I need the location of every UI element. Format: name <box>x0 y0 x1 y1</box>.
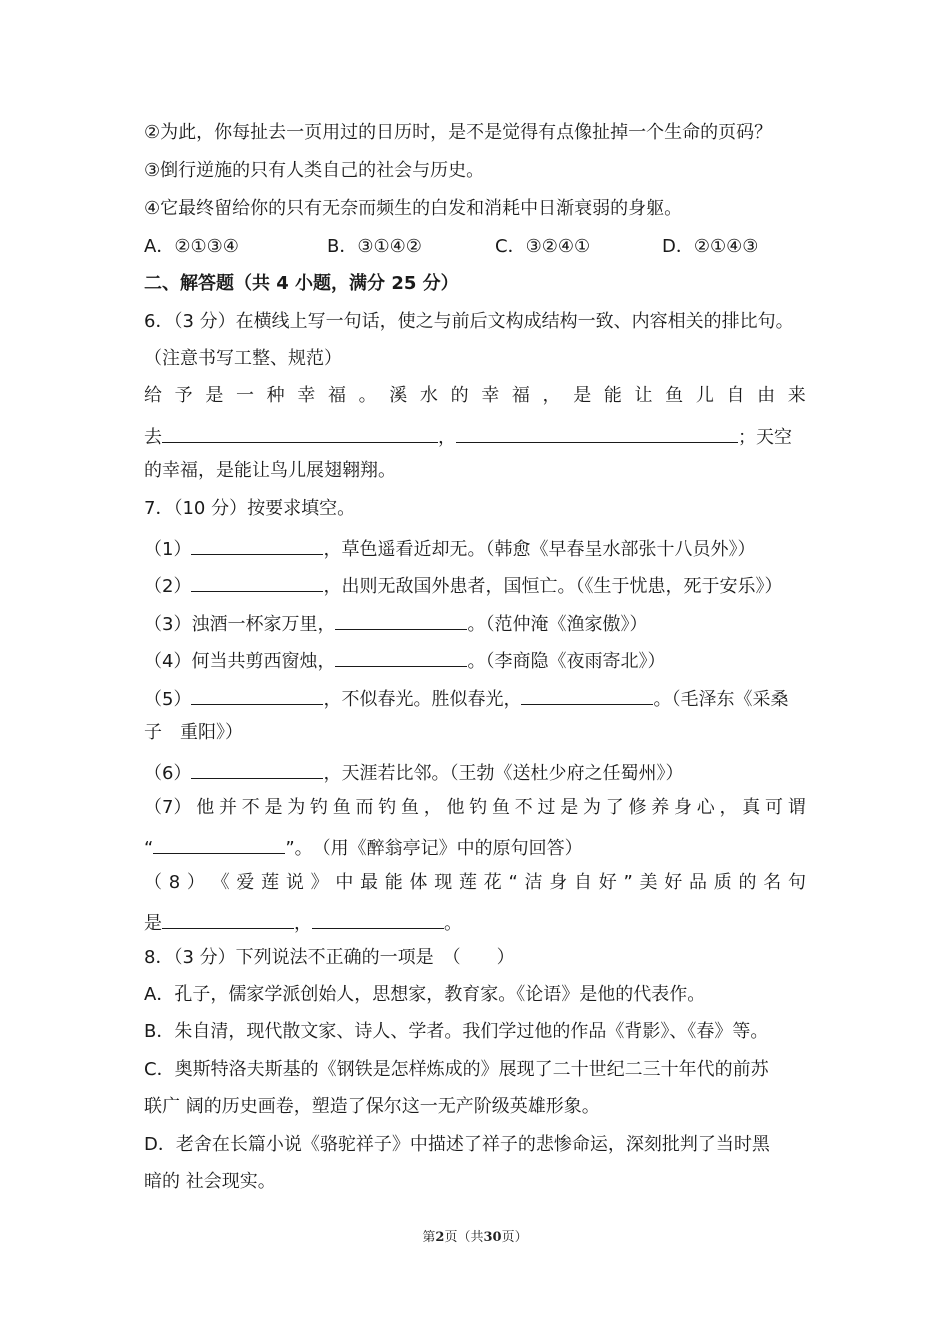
q7-item1-text: ，草色遥看近却无。（韩愈《早春呈水部张十八员外》） <box>323 539 756 560</box>
q6-line2-end: ；天空 <box>738 427 792 448</box>
q7-item5-text: ，不似春光。胜似春光， <box>323 689 522 710</box>
q7-item7-char: 鱼 <box>332 797 351 818</box>
q7-item7-char: 养 <box>651 797 670 818</box>
q6-line1-char: 是 <box>573 385 592 406</box>
q6-line1-char: 福 <box>327 385 346 406</box>
q7-item7-char: 不 <box>514 797 533 818</box>
q7-item7-char: 钓 <box>378 797 397 818</box>
q7-item8-start: 是 <box>144 913 162 934</box>
page-footer <box>0 1226 950 1245</box>
q6-line1-char: 自 <box>726 385 745 406</box>
q8-stem: 8．（3 分）下列说法不正确的一项是 （ ） <box>144 947 515 968</box>
q7-item8-char: 洁 <box>524 872 543 893</box>
q7-item8-mid: ， <box>294 913 312 934</box>
q5-sentence-3: ③倒行逆施的只有人类自己的社会与历史。 <box>144 160 485 181</box>
q7-item8-char: ” <box>623 872 633 893</box>
q6-line-2 <box>144 422 792 448</box>
q7-item7-char: 修 <box>628 797 647 818</box>
q7-item7-char: 谓 <box>787 797 806 818</box>
q6-line-3: 的幸福，是能让鸟儿展翅翱翔。 <box>144 460 396 481</box>
q7-item7-char: 钓 <box>469 797 488 818</box>
q7-item8-char: 质 <box>713 872 732 893</box>
q7-item7-char: 不 <box>241 797 260 818</box>
q5-option-c: C．③②④① <box>495 236 591 257</box>
q7-item7-char: 并 <box>218 797 237 818</box>
answer-blank[interactable] <box>312 908 444 929</box>
q7-item8-end: 。 <box>444 913 462 934</box>
footer-middle: 页（共 <box>444 1230 484 1245</box>
q6-line1-char: 溪 <box>389 385 408 406</box>
q6-line2-mid: ， <box>438 427 456 448</box>
q7-item6-label: （6） <box>144 763 192 784</box>
q7-item7-char: 鱼 <box>491 797 510 818</box>
q6-line1-char: 儿 <box>695 385 714 406</box>
q7-item7-char: 他 <box>446 797 465 818</box>
q7-item7-char: 钓 <box>309 797 328 818</box>
q7-item-8-cont <box>144 908 462 934</box>
q7-item7-char: 为 <box>582 797 601 818</box>
q8-option-a: A．孔子，儒家学派创始人，思想家，教育家。《论语》是他的代表作。 <box>144 984 706 1005</box>
q6-line1-char: 是 <box>205 385 224 406</box>
q6-stem: 6．（3 分）在横线上写一句话，使之与前后文构成结构一致、内容相关的排比句。 <box>144 311 794 332</box>
q6-note: （注意书写工整、规范） <box>144 348 342 369</box>
q7-item2-label: （2） <box>144 576 192 597</box>
q7-item7-close: ”。 （用《醉翁亭记》中的原句回答） <box>285 838 583 859</box>
q6-line1-char: 种 <box>266 385 285 406</box>
q7-item6-text: ，天涯若比邻。（王勃《送杜少府之任蜀州》） <box>323 763 684 784</box>
q7-item8-char: 句 <box>787 872 806 893</box>
q5-sentence-2: ②为此，你每扯去一页用过的日历时，是不是觉得有点像扯掉一个生命的页码？ <box>144 122 773 143</box>
q7-item7-char: 了 <box>605 797 624 818</box>
q7-item7-char: （7） <box>144 797 192 818</box>
answer-blank[interactable] <box>191 571 323 592</box>
q6-line-1 <box>144 384 806 410</box>
q6-line1-char: 由 <box>757 385 776 406</box>
q8-option-c-line2: 联广 阔的历史画卷，塑造了保尔这一无产阶级英雄形象。 <box>144 1096 600 1117</box>
q7-item-3 <box>144 609 647 635</box>
answer-blank[interactable] <box>191 684 323 705</box>
answer-blank[interactable] <box>335 609 467 630</box>
q6-line1-char: 一 <box>235 385 254 406</box>
q7-item2-text: ，出则无敌国外患者，国恒亡。（《生于忧患，死于安乐》） <box>323 576 783 597</box>
q7-item5-label: （5） <box>144 689 192 710</box>
q7-item8-char: 身 <box>549 872 568 893</box>
answer-blank[interactable] <box>162 908 294 929</box>
q7-item7-char: 身 <box>673 797 692 818</box>
q8-option-d-line2: 暗的 社会现实。 <box>144 1171 276 1192</box>
q7-item7-char: 他 <box>196 797 215 818</box>
answer-blank[interactable] <box>521 684 653 705</box>
q7-item8-char: 莲 <box>261 872 280 893</box>
answer-blank[interactable] <box>153 833 285 854</box>
q7-item7-char: ， <box>423 797 442 818</box>
footer-page-number: 2 <box>435 1230 445 1245</box>
q7-item-6 <box>144 758 683 784</box>
q7-item3-source: 。（范仲淹《渔家傲》） <box>467 614 648 635</box>
q7-item7-char: 可 <box>764 797 783 818</box>
q7-item7-char: 心 <box>696 797 715 818</box>
footer-suffix: 页） <box>501 1230 528 1245</box>
q8-option-c-line1: C．奥斯特洛夫斯基的《钢铁是怎样炼成的》展现了二十世纪二三十年代的前苏 <box>144 1059 769 1080</box>
q7-item8-char: 好 <box>598 872 617 893</box>
answer-blank[interactable] <box>191 534 323 555</box>
q5-option-b: B．③①④② <box>327 236 422 257</box>
q7-item-5-cont: 子 重阳》） <box>144 722 243 743</box>
q6-line1-char: 鱼 <box>665 385 684 406</box>
q7-item7-char: 真 <box>742 797 761 818</box>
q7-item8-char: 品 <box>689 872 707 893</box>
q7-item4-source: 。（李商隐《夜雨寄北》） <box>467 651 666 672</box>
q7-item8-char: 美 <box>639 872 658 893</box>
q6-line1-char: 幸 <box>297 385 316 406</box>
q5-option-d: D．②①④③ <box>662 236 759 257</box>
q6-line1-char: 福 <box>511 385 530 406</box>
answer-blank[interactable] <box>456 422 738 443</box>
q7-item-7 <box>144 796 806 822</box>
q5-options <box>144 235 808 261</box>
q7-item8-char: 体 <box>409 872 428 893</box>
q7-item8-char: 8 <box>168 872 181 893</box>
q7-item8-char: 花 <box>483 872 502 893</box>
q7-item8-char: 自 <box>574 872 592 893</box>
q6-line1-char: 。 <box>358 385 377 406</box>
q7-item8-char: 的 <box>738 872 757 893</box>
answer-blank[interactable] <box>335 646 467 667</box>
q6-line1-char: 水 <box>419 385 438 406</box>
section-heading: 二、解答题（共 4 小题，满分 25 分） <box>144 273 459 294</box>
q7-item3-text: （3）浊酒一杯家万里， <box>144 614 336 635</box>
q7-item8-char: ） <box>186 872 205 893</box>
q7-item-8 <box>144 871 806 897</box>
q6-line1-char: 予 <box>174 385 193 406</box>
answer-blank[interactable] <box>162 422 438 443</box>
q7-item-4 <box>144 646 665 672</box>
q7-item1-label: （1） <box>144 539 192 560</box>
q7-item-5 <box>144 684 788 710</box>
q7-item-1 <box>144 534 755 560</box>
q6-line1-char: 幸 <box>481 385 500 406</box>
q7-item7-char: 过 <box>537 797 556 818</box>
footer-total-pages: 30 <box>483 1230 502 1245</box>
q7-item7-open-quote: “ <box>144 838 154 859</box>
q7-item8-char: 说 <box>285 872 304 893</box>
answer-blank[interactable] <box>191 758 323 779</box>
q7-item7-char: 而 <box>355 797 374 818</box>
q6-line1-char: 给 <box>144 385 162 406</box>
q7-item7-char: 是 <box>264 797 283 818</box>
q7-item8-char: 名 <box>763 872 782 893</box>
q7-item-2 <box>144 571 782 597</box>
q7-item-7-cont <box>144 833 583 859</box>
q7-item7-char: 鱼 <box>400 797 419 818</box>
q7-stem: 7．（10 分）按要求填空。 <box>144 498 356 519</box>
q7-item8-char: 《 <box>211 872 230 893</box>
footer-prefix: 第 <box>422 1230 436 1245</box>
q5-option-a: A．②①③④ <box>144 236 239 257</box>
q7-item7-char: ， <box>719 797 738 818</box>
q7-item8-char: 现 <box>434 872 453 893</box>
q5-sentence-4: ④它最终留给你的只有无奈而频生的白发和消耗中日渐衰弱的身躯。 <box>144 198 683 219</box>
q7-item7-char: 是 <box>560 797 579 818</box>
q6-line1-char: 的 <box>450 385 469 406</box>
q6-line1-char: 让 <box>634 385 653 406</box>
q7-item8-char: 最 <box>360 872 379 893</box>
q7-item8-char: 好 <box>664 872 683 893</box>
q7-item8-char: 中 <box>335 872 354 893</box>
q7-item8-char: （ <box>144 872 162 893</box>
q8-option-d-line1: D．老舍在长篇小说《骆驼祥子》中描述了祥子的悲惨命运，深刻批判了当时黑 <box>144 1134 770 1155</box>
q7-item8-char: 》 <box>310 872 329 893</box>
q6-line2-start: 去 <box>144 427 162 448</box>
q7-item4-text: （4）何当共剪西窗烛， <box>144 651 336 672</box>
q7-item8-char: “ <box>508 872 518 893</box>
q6-line1-char: 来 <box>787 385 806 406</box>
q7-item8-char: 莲 <box>459 872 477 893</box>
q7-item8-char: 爱 <box>236 872 255 893</box>
q8-option-b: B．朱自清，现代散文家、诗人、学者。我们学过他的作品《背影》、《春》等。 <box>144 1021 769 1042</box>
q6-line1-char: 能 <box>603 385 622 406</box>
q7-item5-source: 。（毛泽东《采桑 <box>653 689 789 710</box>
q7-item8-char: 能 <box>384 872 403 893</box>
q7-item7-char: 为 <box>287 797 306 818</box>
q6-line1-char: ， <box>542 385 561 406</box>
